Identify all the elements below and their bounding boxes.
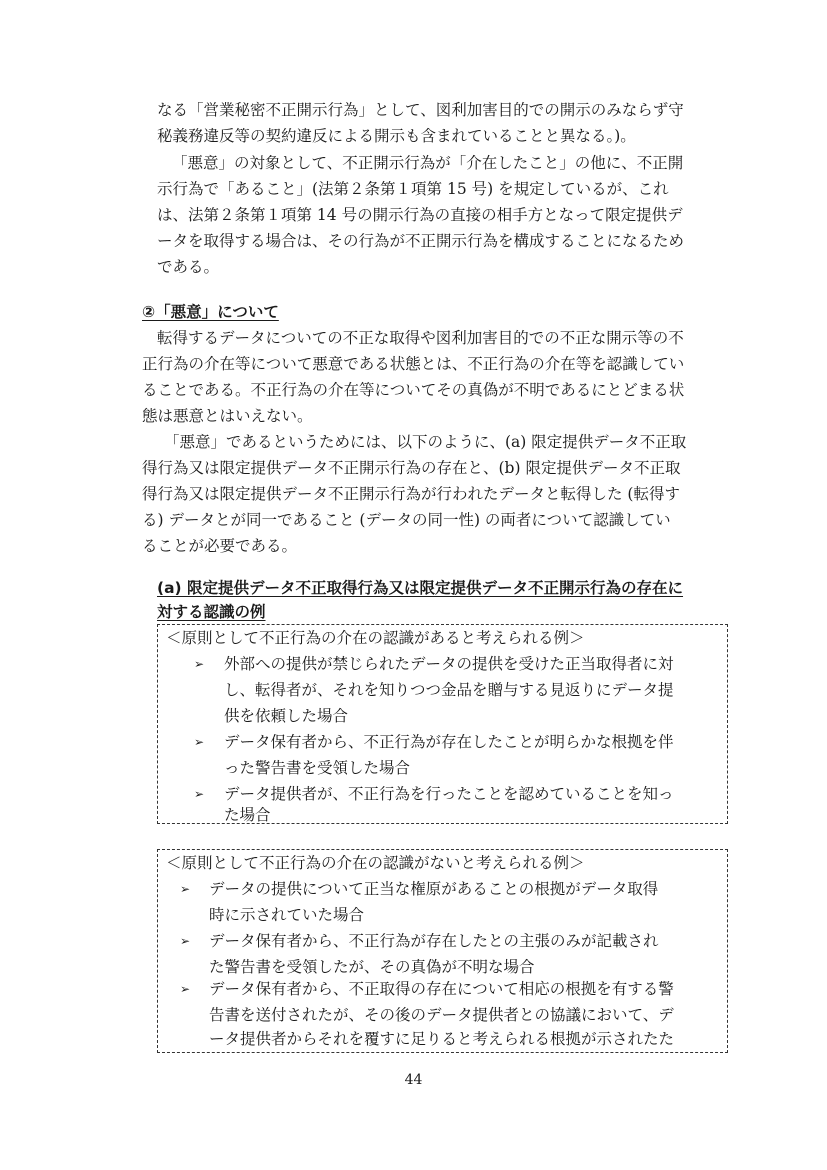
text-line: なる「営業秘密不正開示行為」として、図利加害目的での開示のみならず守 (157, 101, 684, 119)
example-box-recognized (157, 624, 728, 824)
section-heading-akui: ②「悪意」について (142, 303, 279, 321)
box-title: ＜原則として不正行為の介在の認識がないと考えられる例＞ (166, 854, 585, 872)
list-item-line: データ提供者が、不正行為を行ったことを認めていることを知っ (224, 785, 674, 803)
text-line: 転得するデータについての不正な取得や図利加害目的での不正な開示等の不 (157, 329, 684, 347)
arrow-bullet-icon: ➢ (180, 882, 191, 896)
text-line: ータを取得する場合は、その行為が不正開示行為を構成することになるため (157, 232, 685, 250)
subsection-a-heading-line1: (a) 限定提供データ不正取得行為又は限定提供データ不正開示行為の存在に (157, 579, 684, 597)
list-item-line: データ保有者から、不正取得の存在について相応の根拠を有する警 (209, 980, 674, 998)
example-box-not-recognized (157, 849, 728, 1053)
arrow-bullet-icon: ➢ (180, 934, 191, 948)
text-line: 得行為又は限定提供データ不正開示行為の存在と、(b) 限定提供データ不正取 (142, 459, 681, 477)
text-line: 「悪意」であるというためには、以下のように、(a) 限定提供データ不正取 (164, 433, 687, 451)
text-line: ることである。不正行為の介在等についてその真偽が不明であるにとどまる状 (142, 381, 685, 399)
text-line: 「悪意」の対象として、不正開示行為が「介在したこと」の他に、不正開 (172, 154, 684, 172)
list-item-line: データの提供について正当な権原があることの根拠がデータ取得 (209, 880, 659, 898)
text-line: 秘義務違反等の契約違反による開示も含まれていることと異なる。)。 (157, 127, 636, 145)
list-item-line: た警告書を受領したが、その真偽が不明な場合 (209, 958, 535, 976)
list-item-line: 供を依頼した場合 (224, 707, 349, 725)
text-line: 示行為で「あること」(法第２条第１項第 15 号) を規定しているが、これ (157, 180, 669, 198)
list-item-line: ータ提供者からそれを覆すに足りると考えられる根拠が示されたた (209, 1030, 675, 1048)
text-line: 正行為の介在等について悪意である状態とは、不正行為の介在等を認識してい (142, 355, 685, 373)
arrow-bullet-icon: ➢ (194, 735, 205, 749)
arrow-bullet-icon: ➢ (194, 787, 205, 801)
arrow-bullet-icon: ➢ (180, 982, 191, 996)
text-line: 得行為又は限定提供データ不正開示行為が行われたデータと転得した (転得す (142, 485, 680, 503)
arrow-bullet-icon: ➢ (194, 657, 205, 671)
list-item-line: った警告書を受領した場合 (224, 759, 411, 777)
list-item-line: データ保有者から、不正行為が存在したとの主張のみが記載され (209, 932, 659, 950)
text-line: は、法第２条第１項第 14 号の開示行為の直接の相手方となって限定提供デ (157, 206, 683, 224)
text-line: 態は悪意とはいえない。 (142, 407, 313, 425)
list-item-line: 時に示されていた場合 (209, 906, 365, 924)
text-line: る) データとが同一であること (データの同一性) の両者について認識してい (142, 511, 671, 529)
text-line: ることが必要である。 (142, 537, 298, 555)
list-item-line: 外部への提供が禁じられたデータの提供を受けた正当取得者に対 (224, 655, 674, 673)
box-title: ＜原則として不正行為の介在の認識があると考えられる例＞ (166, 629, 585, 647)
list-item-line: し、転得者が、それを知りつつ金品を贈与する見返りにデータ提 (224, 681, 674, 699)
list-item-line: 告書を送付されたが、その後のデータ提供者との協議において、デ (209, 1006, 674, 1024)
page-number: 44 (404, 1072, 423, 1088)
text-line: である。 (157, 258, 220, 276)
subsection-a-heading-line2: 対する認識の例 (157, 603, 266, 621)
list-item-line: た場合 (224, 806, 271, 824)
list-item-line: データ保有者から、不正行為が存在したことが明らかな根拠を伴 (224, 733, 674, 751)
